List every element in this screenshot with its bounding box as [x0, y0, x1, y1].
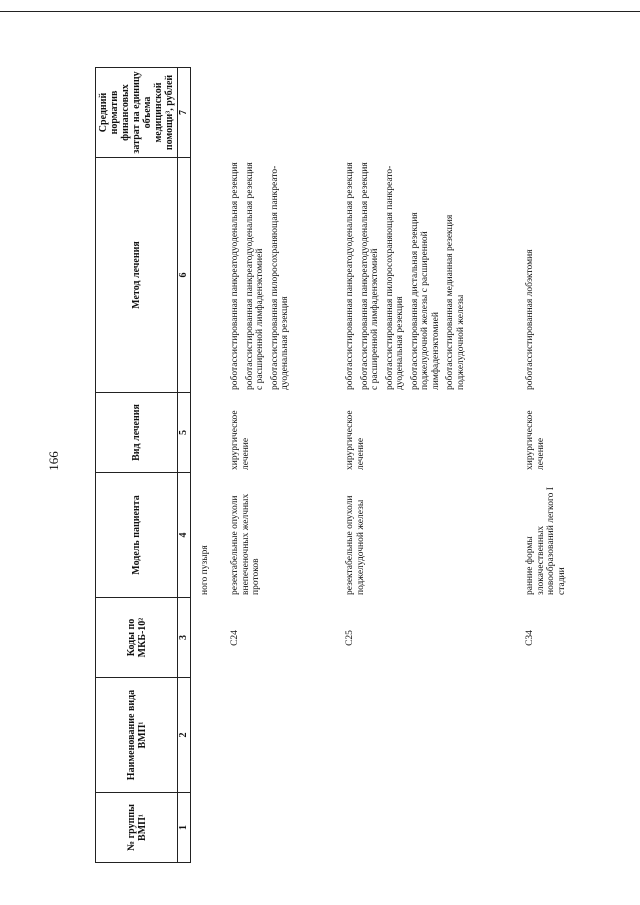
column-number: 6: [178, 158, 191, 393]
header-icd-codes: Коды по МКБ-10²: [96, 598, 178, 678]
header-treatment-method: Метод лечения: [96, 158, 178, 393]
header-treatment-type: Вид лечения: [96, 393, 178, 473]
patient-model: резектабельные опухоли внепеченочных желчных протоков: [230, 493, 261, 595]
rotated-table-area: [95, 68, 585, 863]
patient-model: ного пузыря: [200, 545, 210, 595]
treatment-method: роботассистированная дистальная резекция поджелудочной железы с расширенной лимфаденэктомией: [409, 212, 441, 390]
top-rule: [0, 11, 640, 12]
column-number: 2: [178, 678, 191, 793]
column-number: 7: [178, 68, 191, 158]
column-number: 1: [178, 793, 191, 863]
treatment-method: роботассистированная панкреатодуоденальная резекция с расширенной лимфаденэктомией: [244, 162, 265, 390]
treatment-type: хирургическое лечение: [345, 410, 366, 470]
table-row: [200, 68, 230, 863]
header-table: [95, 67, 191, 863]
treatment-methods: [230, 158, 345, 393]
treatment-method: роботассистированная пилоросохраняющая панкреатодуоденальная резекция: [384, 165, 405, 390]
patient-model: ранние формы злокачественных новообразований легкого I стадии: [525, 487, 567, 595]
treatment-method: роботассистированная панкреатодуоденальная резекция: [345, 162, 355, 390]
treatment-methods: [345, 158, 525, 393]
body-table: [200, 68, 567, 863]
header-cost-standard: Средний норматив финансовых затрат на единицу объема медицинской помощи³, рублей: [96, 68, 178, 158]
treatment-method: роботассистированная пилоросохраняющая панкреатодуоденальная резекция: [269, 165, 290, 390]
table-row: [345, 68, 525, 863]
treatment-methods: [525, 158, 567, 393]
icd-code: C34: [525, 630, 535, 646]
treatment-method: роботассистированная медианная резекция поджелудочной железы: [445, 214, 466, 390]
column-number: 4: [178, 473, 191, 598]
header-row: [96, 68, 178, 863]
treatment-method: роботассистированная лобэктомия: [525, 249, 535, 390]
header-vmp-name: Наименование вида ВМП¹: [96, 678, 178, 793]
column-number-row: [178, 68, 191, 863]
treatment-type: хирургическое лечение: [525, 410, 546, 470]
table-row: [525, 68, 567, 863]
icd-code: C24: [230, 630, 240, 646]
patient-model: резектабельные опухоли поджелудочной железы: [345, 495, 366, 595]
table-row: [230, 68, 345, 863]
header-group-no: № группы ВМП¹: [96, 793, 178, 863]
icd-code: C25: [345, 630, 355, 646]
treatment-method: роботассистированная панкреатодуоденальная резекция с расширенной лимфаденэктомией: [359, 162, 380, 390]
treatment-method: роботассистированная панкреатодуоденальная резекция: [230, 162, 240, 390]
treatment-type: хирургическое лечение: [230, 410, 251, 470]
page-number: 166: [46, 451, 61, 471]
column-number: 5: [178, 393, 191, 473]
header-patient-model: Модель пациента: [96, 473, 178, 598]
column-number: 3: [178, 598, 191, 678]
